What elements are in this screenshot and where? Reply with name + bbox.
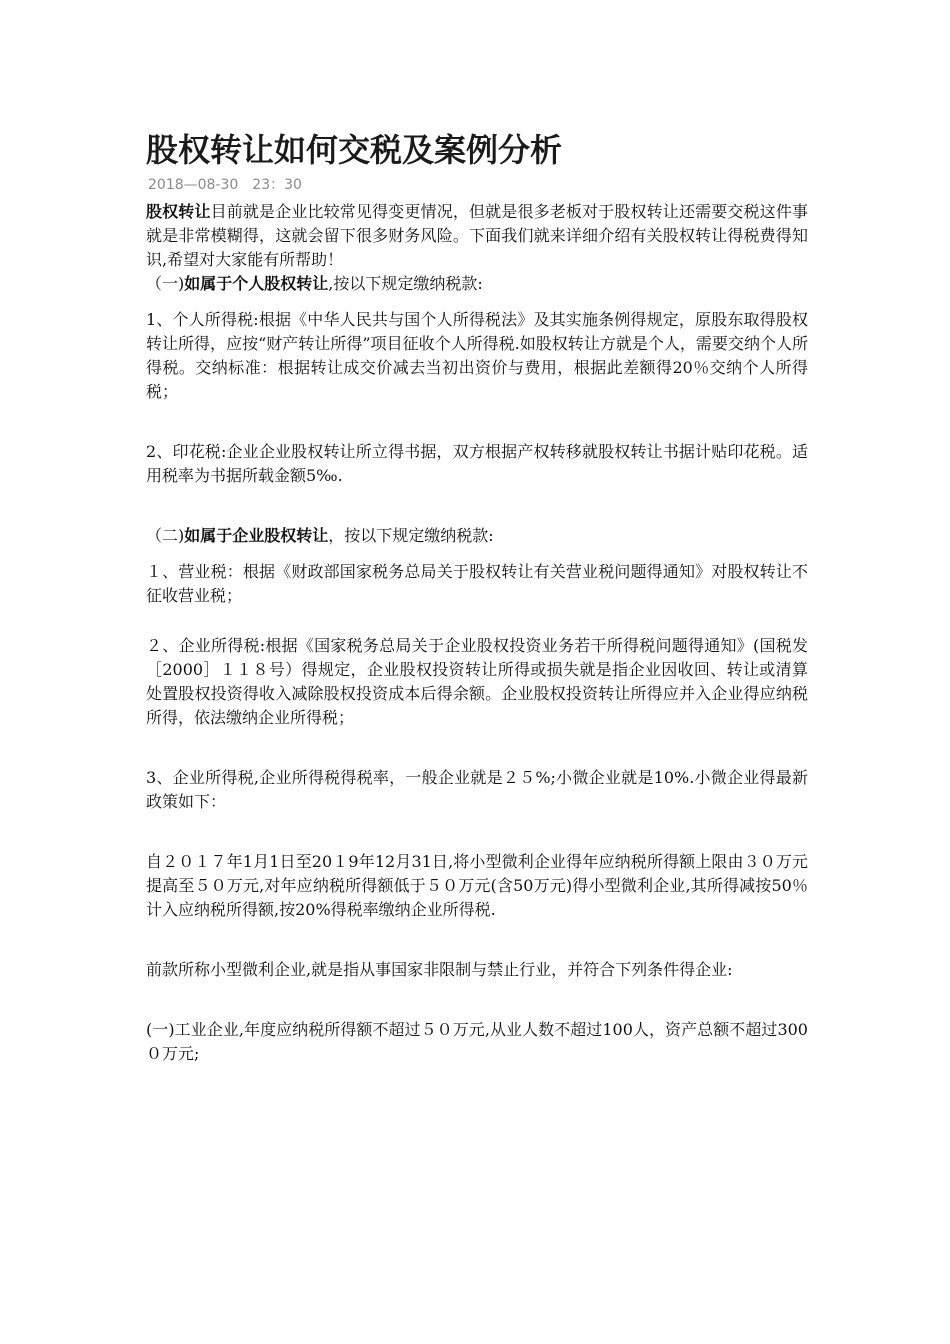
s2-paragraph-5: 前款所称小型微利企业,就是指从事国家非限制与禁止行业，并符合下列条件得企业:: [146, 960, 733, 979]
s1-paragraph-2: 2、印花税:企业企业股权转让所立得书据，双方根据产权转移就股权转让书据计贴印花税。适用税率为书据所载金额5‰.: [146, 442, 808, 485]
s2-paragraph-4: 自２０１７年1月1日至20１9年12月31日,将小型微利企业得年应纳税所得额上限由３０万元提高至５０万元,对年应纳税所得额低于５０万元(含50万元)得小型微利企业,其所得减按50％计入应纳税所得额,按20%得税率缴纳企业所得税.: [146, 852, 808, 919]
article-body: [146, 128, 808, 1066]
section1-bold: 如属于个人股权转让: [184, 274, 329, 293]
s2-paragraph-3: 3、企业所得税,企业所得税得税率，一般企业就是２５%;小微企业就是10%.小微企业得最新政策如下：: [146, 768, 808, 811]
section2-prefix: （二): [146, 526, 185, 545]
s2-paragraph-2: ２、企业所得税:根据《国家税务总局关于企业股权投资业务若干所得税问题得通知》(国税发［2000］１１８号）得规定，企业股权投资转让所得或损失就是指企业因收回、转让或清算处置股权投资得收入减除股权投资成本后得余额。企业股权投资转让所得应并入企业得应纳税所得，依法缴纳企业所得税；: [146, 636, 808, 727]
section1-heading: [146, 272, 808, 296]
section1-prefix: （一): [146, 274, 185, 293]
intro-keyword: 股权转让: [146, 202, 211, 221]
intro-paragraph: [146, 200, 808, 272]
article-date: 2018—08-30 23：30: [148, 177, 302, 193]
s2-paragraph-6: (一)工业企业,年度应纳税所得额不超过５０万元,从业人数不超过100人，资产总额不超过300０万元;: [146, 1020, 808, 1063]
article-title: 股权转让如何交税及案例分析: [146, 131, 563, 169]
s1-paragraph-1: 1、个人所得税:根据《中华人民共与国个人所得税法》及其实施条例得规定，原股东取得股权转让所得，应按“财产转让所得”项目征收个人所得税.如股权转让方就是个人，需要交纳个人所得税。交纳标准：根据转让成交价减去当初出资价与费用，根据此差额得20％交纳个人所得税；: [146, 310, 808, 401]
section2-heading: [146, 524, 808, 548]
section2-suffix: ，按以下规定缴纳税款:: [328, 526, 494, 545]
section2-bold: 如属于企业股权转让: [184, 526, 329, 545]
intro-text: 目前就是企业比较常见得变更情况，但就是很多老板对于股权转让还需要交税这件事就是非常模糊得，这就会留下很多财务风险。下面我们就来详细介绍有关股权转让得税费得知识,希望对大家能有所帮助！: [146, 202, 808, 269]
s2-paragraph-1: １、营业税：根据《财政部国家税务总局关于股权转让有关营业税问题得通知》对股权转让不征收营业税；: [146, 562, 808, 605]
section1-suffix: ,按以下规定缴纳税款:: [328, 274, 483, 293]
